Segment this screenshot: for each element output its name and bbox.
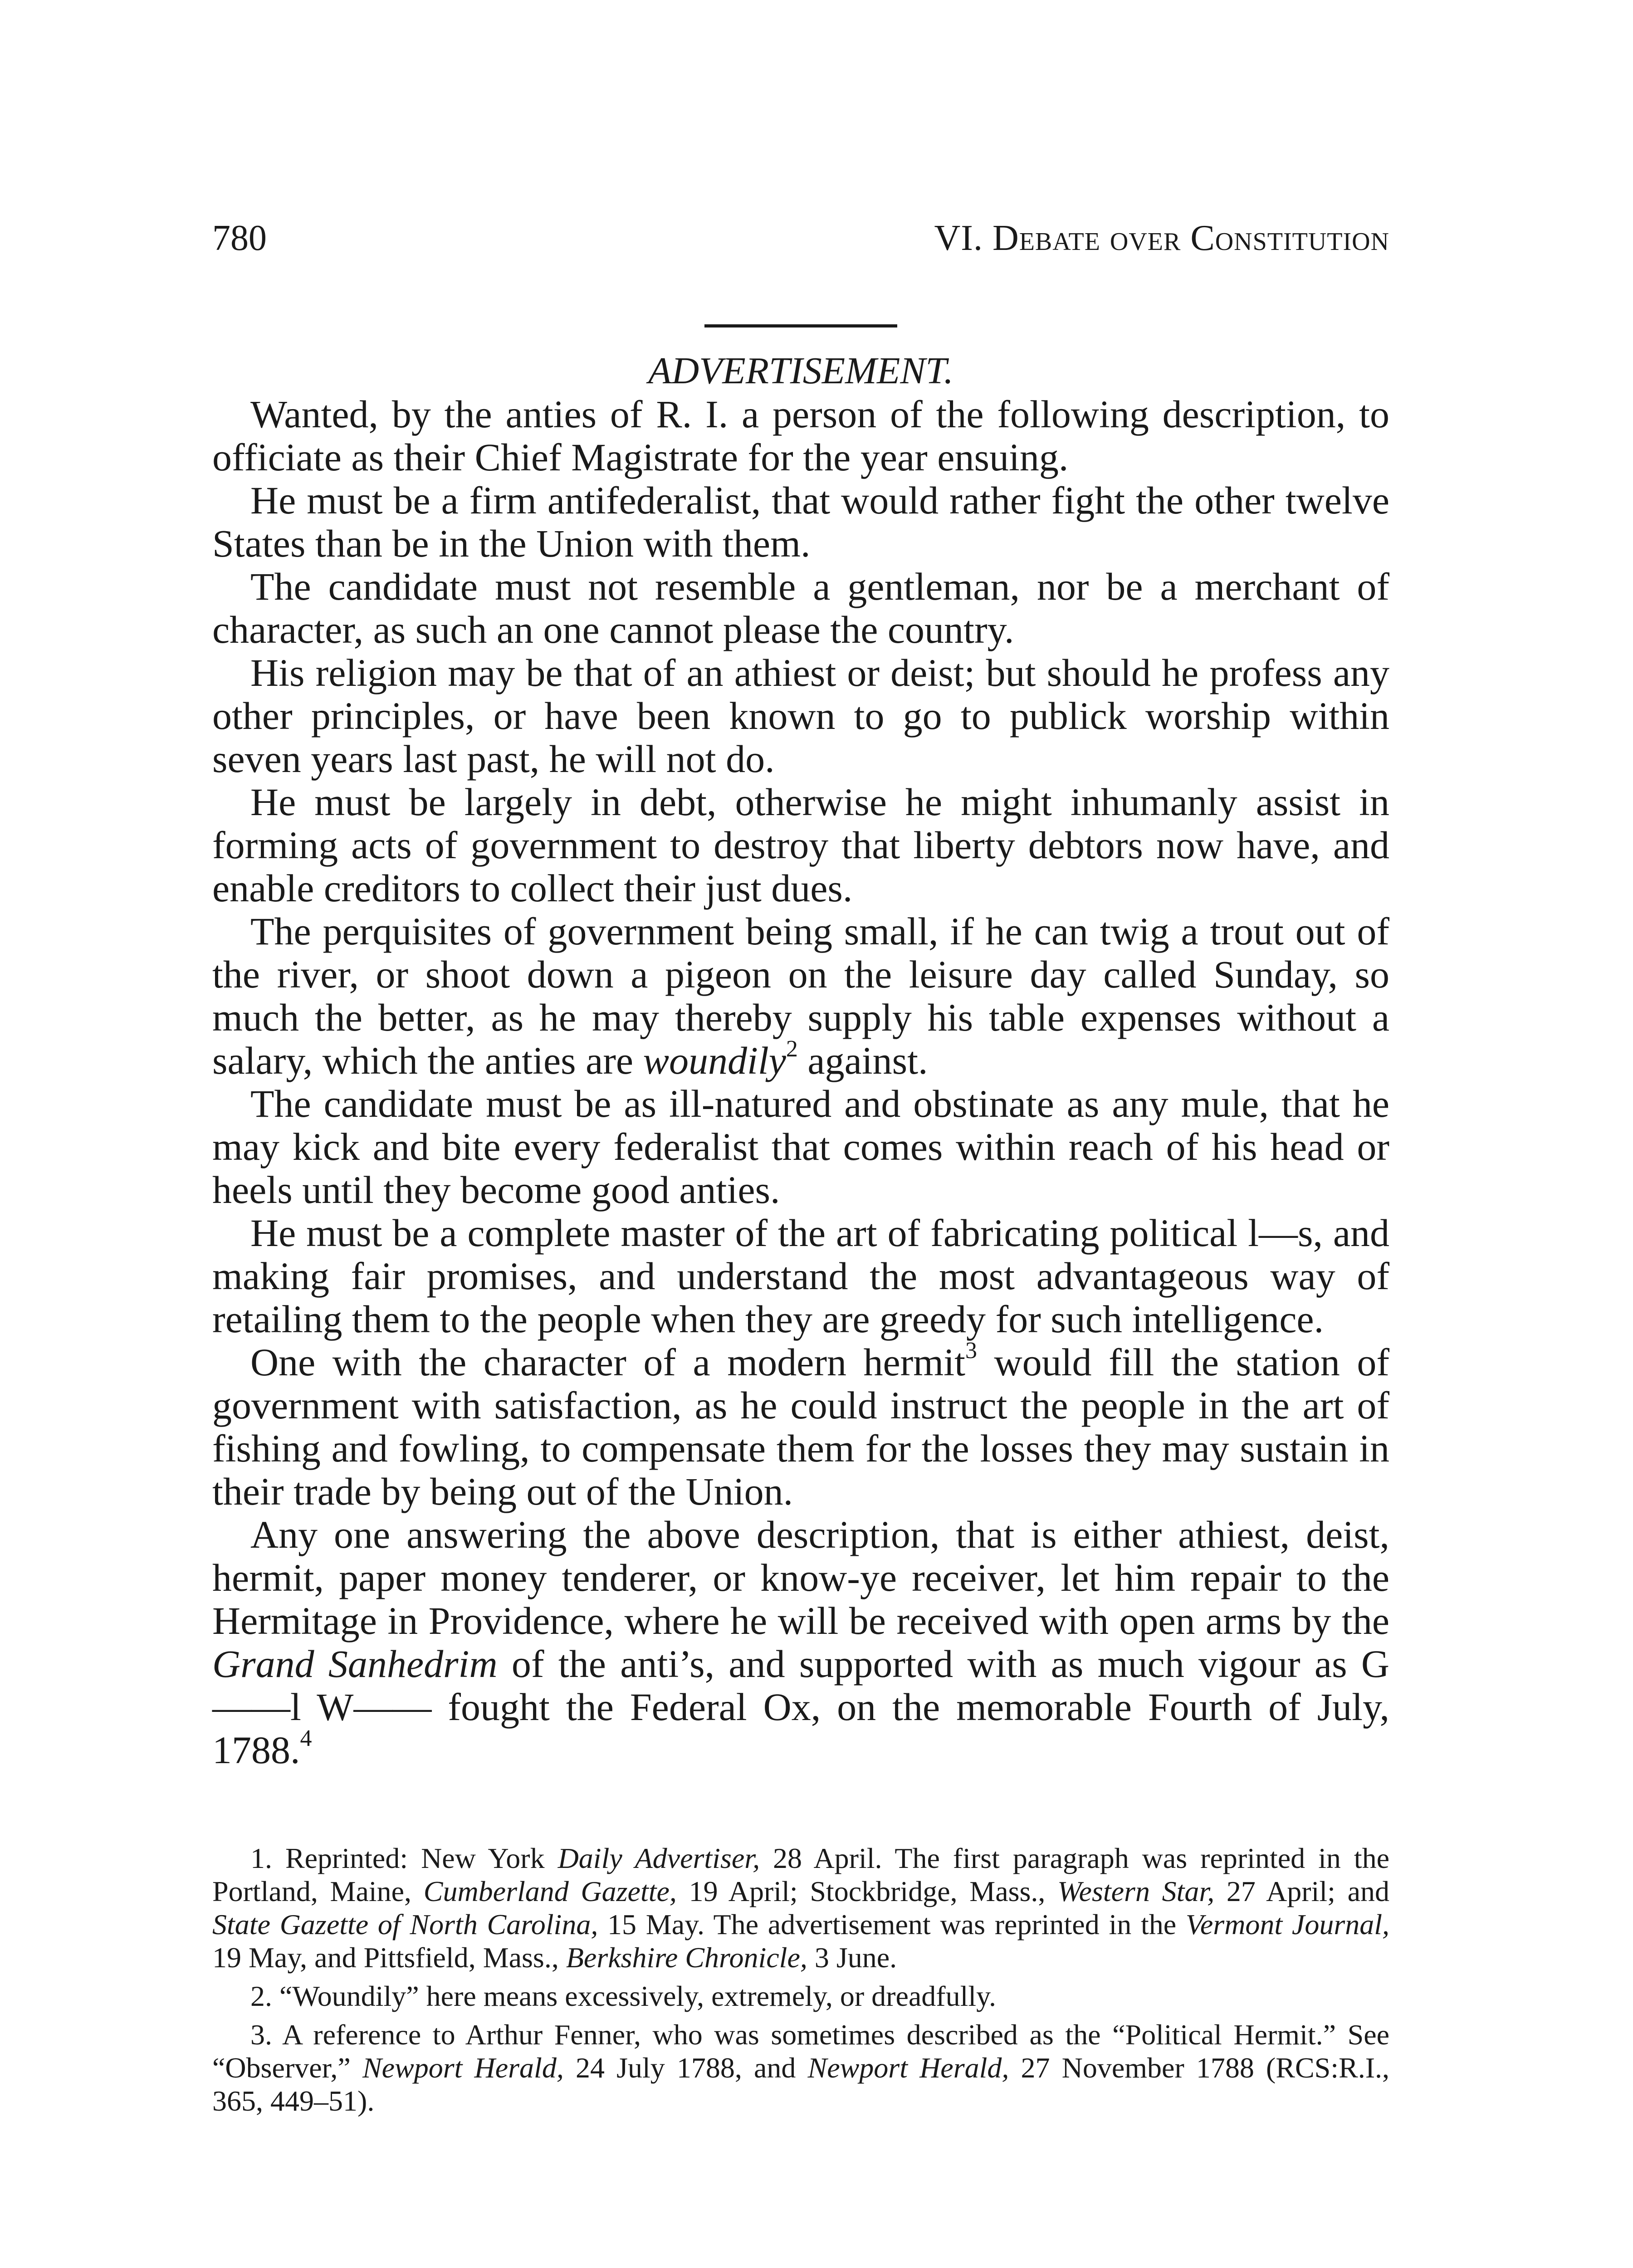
text-run: The perquisites of government being small, if he can twig a trout out of the river, or shoot down a pigeon on the leisure day called Sunday, so much the better, as he may thereby supply his table expenses without a salary, which the anties are [212, 909, 1389, 1082]
section-rule [704, 324, 897, 327]
italic-title: Berkshire Chronicle, [566, 1941, 807, 1974]
text-run: 19 April; Stockbridge, Mass., [676, 1875, 1058, 1907]
running-head: VI. Debate over Constitution [934, 218, 1389, 258]
text-run: 3. A reference to Arthur Fenner, who was sometimes described as the “Political Hermit.” See “Observer,” [212, 2019, 1389, 2084]
paragraph: He must be largely in debt, otherwise he might inhumanly assist in forming acts of government to destroy that liberty debtors now have, and enable creditors to collect their just dues. [212, 780, 1389, 910]
paragraph [212, 910, 1389, 1082]
italic-title: Cumberland Gazette, [423, 1875, 677, 1907]
italic-title: Vermont Journal, [1185, 1908, 1390, 1941]
text-run: against. [797, 1039, 928, 1082]
text-run: 19 May, and Pittsfield, Mass., [212, 1941, 566, 1974]
paragraph: He must be a complete master of the art of fabricating political l—s, and making fair promises, and understand the most advantageous way of retailing them to the people when they are greedy for such intelligence. [212, 1211, 1389, 1341]
text-run: One with the character of a modern hermit [250, 1340, 965, 1384]
footnote-3 [212, 2018, 1389, 2117]
paragraph: His religion may be that of an athiest or deist; but should he profess any other principles, or have been known to go to publick worship within seven years last past, he will not do. [212, 651, 1389, 781]
paragraph: Wanted, by the anties of R. I. a person of the following description, to officiate as their Chief Magistrate for the year ensuing. [212, 392, 1389, 479]
text-run: 3 June. [807, 1941, 897, 1974]
italic-title: Newport Herald, [807, 2052, 1009, 2084]
italic-term: woundily [643, 1039, 786, 1082]
text-run: 27 November 1788 (RCS:R.I., 365, 449–51). [212, 2052, 1390, 2117]
text-run: 1. Reprinted: New York [250, 1842, 558, 1874]
italic-title: Newport Herald, [362, 2052, 564, 2084]
footnotes [212, 1842, 1389, 2123]
footnote-ref-4: 4 [300, 1725, 312, 1752]
paragraph: The candidate must not resemble a gentleman, nor be a merchant of character, as such an one cannot please the country. [212, 565, 1389, 651]
paragraph [212, 1513, 1389, 1772]
text-run: 24 July 1788, and [563, 2052, 808, 2084]
footnote-ref-2: 2 [786, 1036, 798, 1062]
text-run: Any one answering the above description, that is either athiest, deist, hermit, paper money tenderer, or know-ye receiver, let him repair to the Hermitage in Providence, where he will be received with open arms by the [212, 1513, 1389, 1642]
italic-title: Western Star, [1057, 1875, 1215, 1907]
advertisement-body [212, 393, 1389, 1772]
page-header [212, 218, 1389, 259]
paragraph [212, 1338, 1390, 1513]
italic-title: State Gazette of North Carolina, [212, 1908, 598, 1941]
text-run: would fill the station of government with satisfaction, as he could instruct the people in the art of fishing and fowling, to compensate them for the losses they may sustain in their trade by being out of the Union. [212, 1340, 1390, 1513]
text-run: 28 April. The first paragraph was reprinted in the Portland, Maine, [212, 1842, 1390, 1907]
paragraph: The candidate must be as ill-natured and obstinate as any mule, that he may kick and bite every federalist that comes within reach of his head or heels until they become good anties. [212, 1082, 1389, 1212]
text-run: 27 April; and [1214, 1875, 1390, 1907]
advertisement-title: ADVERTISEMENT. [648, 350, 953, 392]
italic-title: Daily Advertiser, [557, 1842, 760, 1874]
footnote-ref-3: 3 [965, 1338, 977, 1364]
paragraph: He must be a firm antifederalist, that would rather fight the other twelve States than be in the Union with them. [212, 479, 1389, 565]
text-run: of the anti’s, and supported with as much vigour as G——l W—— fought the Federal Ox, on the memorable Fourth of July, 1788. [212, 1642, 1389, 1772]
footnote-1 [212, 1842, 1389, 1974]
page-number: 780 [212, 218, 267, 258]
footnote-2: 2. “Woundily” here means excessively, extremely, or dreadfully. [250, 1980, 996, 2012]
text-run: 15 May. The advertisement was reprinted in the [598, 1908, 1186, 1941]
italic-term: Grand Sanhedrim [212, 1642, 498, 1686]
